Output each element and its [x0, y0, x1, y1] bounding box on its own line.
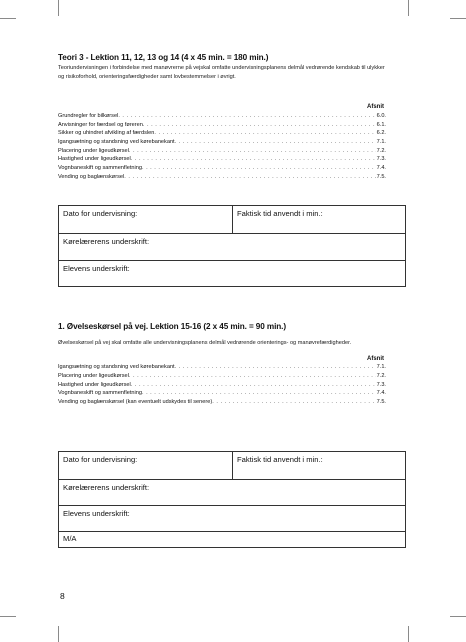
student-signature-field[interactable]: Elevens underskrift:: [63, 264, 130, 273]
toc-leader: [118, 112, 375, 121]
student-signature-field[interactable]: Elevens underskrift:: [63, 509, 130, 518]
toc-number: 6.0.: [376, 112, 386, 119]
toc-number: 7.4.: [376, 390, 386, 397]
toc-number: 6.1.: [376, 121, 386, 128]
afsnit-header: Afsnit: [367, 356, 384, 363]
toc-leader: [212, 398, 375, 407]
afsnit-header: Afsnit: [367, 103, 384, 110]
toc-row: [58, 398, 386, 407]
section-title: 1. Øvelseskørsel på vej. Lektion 15-16 (2 x 45 min. = 90 min.): [58, 322, 286, 331]
toc-leader: [129, 147, 376, 156]
toc-number: 7.3.: [376, 156, 386, 163]
signature-table: [58, 451, 406, 548]
toc-number: 7.4.: [376, 164, 386, 171]
section-intro: Øvelseskørsel på vej skal omfatte alle undervisningsplanens delmål vedrørende orienterings- og manøvrefærdigheder.: [58, 340, 352, 346]
toc-number: 7.1.: [376, 138, 386, 145]
toc-leader: [131, 155, 376, 164]
toc-row: [58, 138, 386, 147]
crop-mark: [58, 626, 59, 642]
sign-row: [59, 452, 405, 479]
toc-label: Sikker og uhindret afvikling af færdslen: [58, 130, 155, 137]
toc-label: Igangsætning og standsning ved kørebanekant: [58, 364, 175, 371]
toc-row: [58, 112, 386, 121]
crop-mark: [450, 616, 466, 617]
sign-row: [59, 233, 405, 260]
toc-label: Hastighed under ligeudkørsel: [58, 156, 131, 163]
toc-leader: [143, 121, 376, 130]
toc-row: [58, 173, 386, 182]
toc-leader: [154, 129, 375, 138]
teacher-signature-field[interactable]: Kørelærerens underskrift:: [63, 237, 150, 246]
toc-row: [58, 389, 386, 398]
toc-row: [58, 129, 386, 138]
toc-list: [58, 112, 386, 182]
toc-row: [58, 121, 386, 130]
sign-row: [59, 260, 405, 286]
toc-leader: [129, 372, 376, 381]
sign-row: [59, 206, 405, 233]
toc-leader: [142, 164, 376, 173]
teacher-signature-field[interactable]: Kørelærerens underskrift:: [63, 483, 150, 492]
toc-row: [58, 155, 386, 164]
toc-number: 7.5.: [376, 173, 386, 180]
toc-row: [58, 147, 386, 156]
crop-mark: [450, 18, 466, 19]
date-field[interactable]: Dato for undervisning:: [63, 455, 138, 464]
crop-mark: [0, 616, 16, 617]
toc-number: 7.2.: [376, 147, 386, 154]
toc-leader: [124, 173, 375, 182]
crop-mark: [0, 18, 16, 19]
toc-row: [58, 372, 386, 381]
toc-row: [58, 381, 386, 390]
section-title: Teori 3 - Lektion 11, 12, 13 og 14 (4 x 45 min. = 180 min.): [58, 53, 269, 62]
toc-row: [58, 363, 386, 372]
toc-row: [58, 164, 386, 173]
toc-leader: [175, 138, 376, 147]
driving-section: [58, 322, 386, 407]
date-field[interactable]: Dato for undervisning:: [63, 209, 138, 218]
crop-mark: [408, 0, 409, 16]
toc-label: Vending og baglænskørsel (kan eventuelt udskydes til senere): [58, 399, 213, 406]
toc-label: Placering under ligeudkørsel: [58, 147, 129, 154]
toc-number: 7.2.: [376, 373, 386, 380]
toc-label: Placering under ligeudkørsel: [58, 373, 129, 380]
toc-leader: [175, 363, 376, 372]
toc-label: Hastighed under ligeudkørsel: [58, 381, 131, 388]
toc-label: Grundregler for bilkørsel: [58, 112, 119, 119]
toc-label: Vognbaneskift og sammenfletning: [58, 164, 142, 171]
toc-label: Vending og baglænskørsel: [58, 173, 125, 180]
toc-label: Igangsætning og standsning ved kørebanekant: [58, 138, 175, 145]
crop-mark: [408, 626, 409, 642]
toc-leader: [131, 381, 376, 390]
toc-number: 6.2.: [376, 130, 386, 137]
sign-row: [59, 479, 405, 505]
page-number: 8: [60, 591, 65, 601]
time-field[interactable]: Faktisk tid anvendt i min.:: [232, 206, 405, 233]
theory-section: [58, 53, 386, 181]
crop-mark: [58, 0, 59, 16]
sign-row: [59, 505, 405, 531]
toc-list: [58, 363, 386, 406]
toc-leader: [142, 389, 376, 398]
toc-number: 7.5.: [376, 399, 386, 406]
toc-label: Anvisninger for færdsel og føreren: [58, 121, 143, 128]
sign-row: [59, 531, 405, 547]
time-field[interactable]: Faktisk tid anvendt i min.:: [232, 452, 405, 479]
ma-field[interactable]: M/A: [63, 534, 77, 543]
toc-number: 7.3.: [376, 381, 386, 388]
toc-number: 7.1.: [376, 364, 386, 371]
signature-table: [58, 205, 406, 287]
toc-label: Vognbaneskift og sammenfletning: [58, 390, 142, 397]
section-intro: Teoriundervisningen i forbindelse med manøvrerne på vejskal omfatte undervisningsplanens delmål vedrørende kendskab til ulykker og risikoforhold, orienteringsfærdigheder samt lovbestemmelser i øvrigt.: [58, 65, 385, 81]
